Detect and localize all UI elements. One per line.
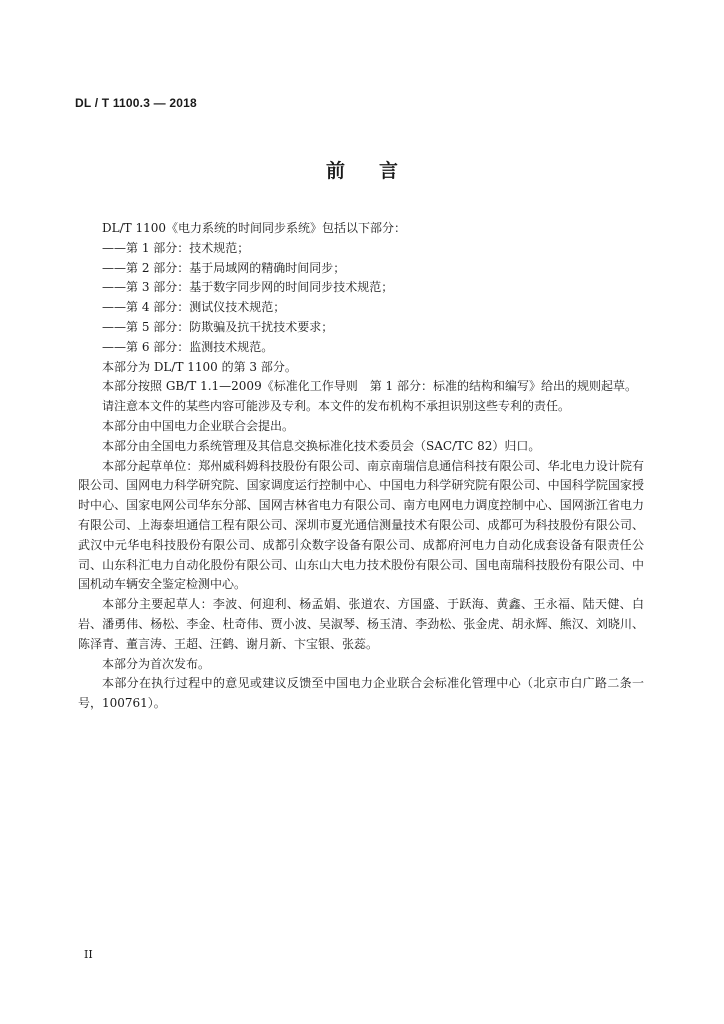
paragraph-first-release: 本部分为首次发布。	[102, 656, 211, 671]
list-item-part-5: ——第 5 部分：防欺骗及抗干扰技术要求；	[102, 319, 334, 334]
standard-code: DL / T 1100.3 — 2018	[75, 96, 197, 110]
paragraph-drafting-rules: 本部分按照 GB/T 1.1—2009《标准化工作导则 第 1 部分：标准的结构和编写》给出的规则起草。	[102, 379, 637, 394]
list-item-part-6: ——第 6 部分：监测技术规范。	[102, 339, 274, 354]
paragraph-part-statement: 本部分为 DL/T 1100 的第 3 部分。	[102, 359, 297, 374]
paragraph-drafters: 本部分主要起草人：李波、何迎利、杨孟娟、张道农、方国盛、于跃海、黄鑫、王永福、陆天健、白岩、潘勇伟、杨松、李金、杜奇伟、贾小波、吴淑琴、杨玉清、李劲松、张金虎、胡永辉、熊汉、刘晓川、陈泽青、董言涛、王超、汪鹤、谢月新、卞宝银、张蕊。	[78, 597, 644, 651]
list-item-part-2: ——第 2 部分：基于局域网的精确时间同步；	[102, 260, 346, 275]
paragraph-patent-notice: 请注意本文件的某些内容可能涉及专利。本文件的发布机构不承担识别这些专利的责任。	[102, 399, 571, 414]
foreword-body	[78, 219, 644, 714]
list-item-part-3: ——第 3 部分：基于数字同步网的时间同步技术规范；	[102, 280, 394, 295]
paragraph-proposer: 本部分由中国电力企业联合会提出。	[102, 418, 295, 433]
page-title: 前言	[325, 160, 432, 182]
paragraph-committee: 本部分由全国电力系统管理及其信息交换标准化技术委员会（SAC/TC 82）归口。	[102, 438, 541, 453]
paragraph-drafting-units: 本部分起草单位：郑州威科姆科技股份有限公司、南京南瑞信息通信科技有限公司、华北电力设计院有限公司、国网电力科学研究院、国家调度运行控制中心、中国电力科学研究院有限公司、中国科学院国家授时中心、国家电网公司华东分部、国网吉林省电力有限公司、南方电网电力调度控制中心、国网浙江省电力有限公司、上海泰坦通信工程有限公司、深圳市夏光通信测量技术有限公司、成都可为科技股份有限公司、武汉中元华电科技股份有限公司、成都引众数字设备有限公司、成都府河电力自动化成套设备有限责任公司、山东科汇电力自动化股份有限公司、山东山大电力技术股份有限公司、国电南瑞科技股份有限公司、中国机动车辆安全鉴定检测中心。	[78, 458, 644, 592]
paragraph-feedback: 本部分在执行过程中的意见或建议反馈至中国电力企业联合会标准化管理中心（北京市白广路二条一号，100761）。	[78, 676, 644, 711]
list-item-part-4: ——第 4 部分：测试仪技术规范；	[102, 300, 286, 315]
paragraph-intro: DL/T 1100《电力系统的时间同步系统》包括以下部分：	[102, 221, 406, 235]
page-number: II	[84, 948, 93, 961]
list-item-part-1: ——第 1 部分：技术规范；	[102, 240, 250, 255]
